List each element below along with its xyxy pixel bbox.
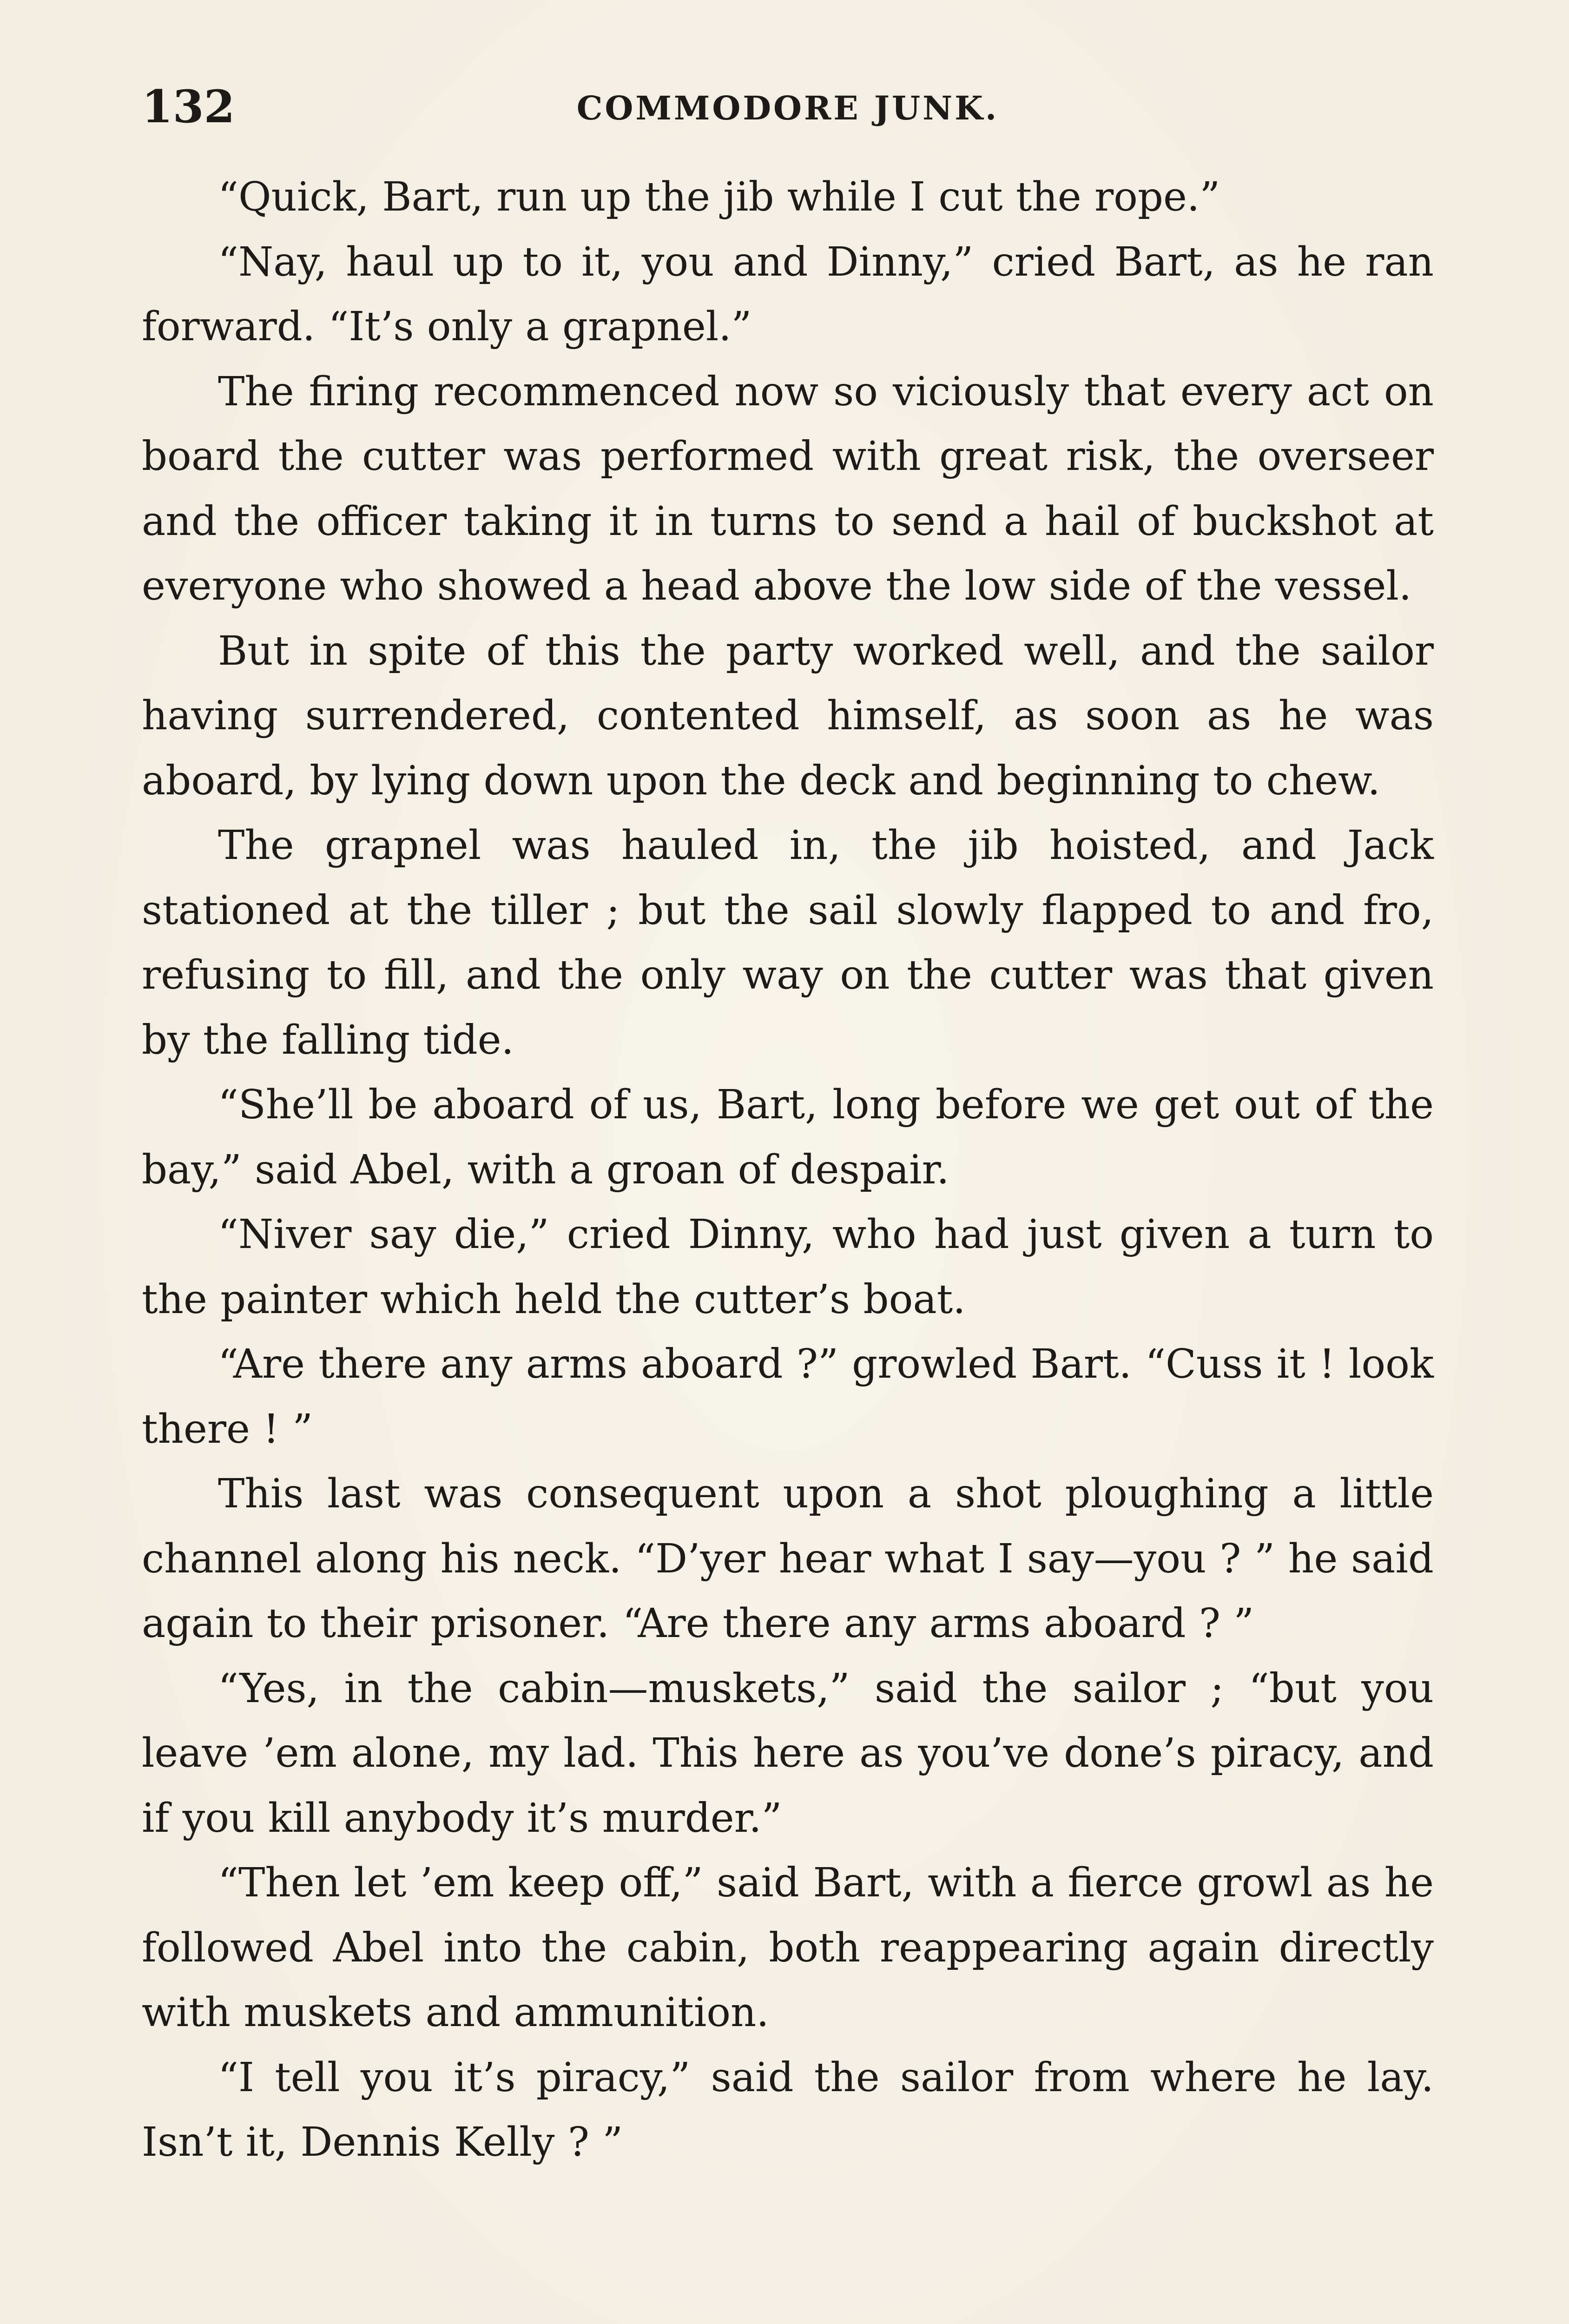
body-text [142, 165, 1434, 2175]
paragraph: “Nay, haul up to it, you and Dinny,” cried Bart, as he ran forward. “It’s only a grapnel.” [142, 238, 1434, 350]
paragraph: The firing recommenced now so viciously that every act on board the cutter was performed with great risk, the overseer and the officer taking it in turns to send a hail of buckshot at everyone who showed a head above the low side of the vessel. [142, 368, 1434, 609]
page-number: 132 [142, 80, 235, 133]
running-title: COMMODORE JUNK. [576, 89, 999, 127]
paragraph: “I tell you it’s piracy,” said the sailor from where he lay. Isn’t it, Dennis Kelly ? ” [142, 2054, 1434, 2166]
paragraph: “Niver say die,” cried Dinny, who had just given a turn to the painter which held the cutter’s boat. [142, 1211, 1434, 1323]
paragraph: “She’ll be aboard of us, Bart, long before we get out of the bay,” said Abel, with a groan of despair. [142, 1082, 1434, 1193]
paragraph: “Quick, Bart, run up the jib while I cut the rope.” [218, 174, 1220, 220]
paragraph: “Yes, in the cabin—muskets,” said the sailor ; “but you leave ’em alone, my lad. This here as you’ve done’s piracy, and if you kill anybody it’s murder.” [142, 1665, 1434, 1842]
paragraph: “Are there any arms aboard ?” growled Bart. “Cuss it ! look there ! ” [142, 1341, 1434, 1452]
paragraph: The grapnel was hauled in, the jib hoisted, and Jack stationed at the tiller ; but the sail slowly flapped to and fro, refusing to fill, and the only way on the cutter was that given by the falling tide. [142, 822, 1434, 1063]
paragraph: “Then let ’em keep off,” said Bart, with a fierce growl as he followed Abel into the cabin, both reappearing again directly with muskets and ammunition. [142, 1860, 1434, 2036]
paragraph: But in spite of this the party worked well, and the sailor having surrendered, contented himself, as soon as he was aboard, by lying down upon the deck and beginning to chew. [142, 627, 1434, 804]
paragraph: This last was consequent upon a shot ploughing a little channel along his neck. “D’yer hear what I say—you ? ” he said again to their prisoner. “Are there any arms aboard ? ” [142, 1471, 1434, 1647]
page-header [142, 79, 1434, 135]
